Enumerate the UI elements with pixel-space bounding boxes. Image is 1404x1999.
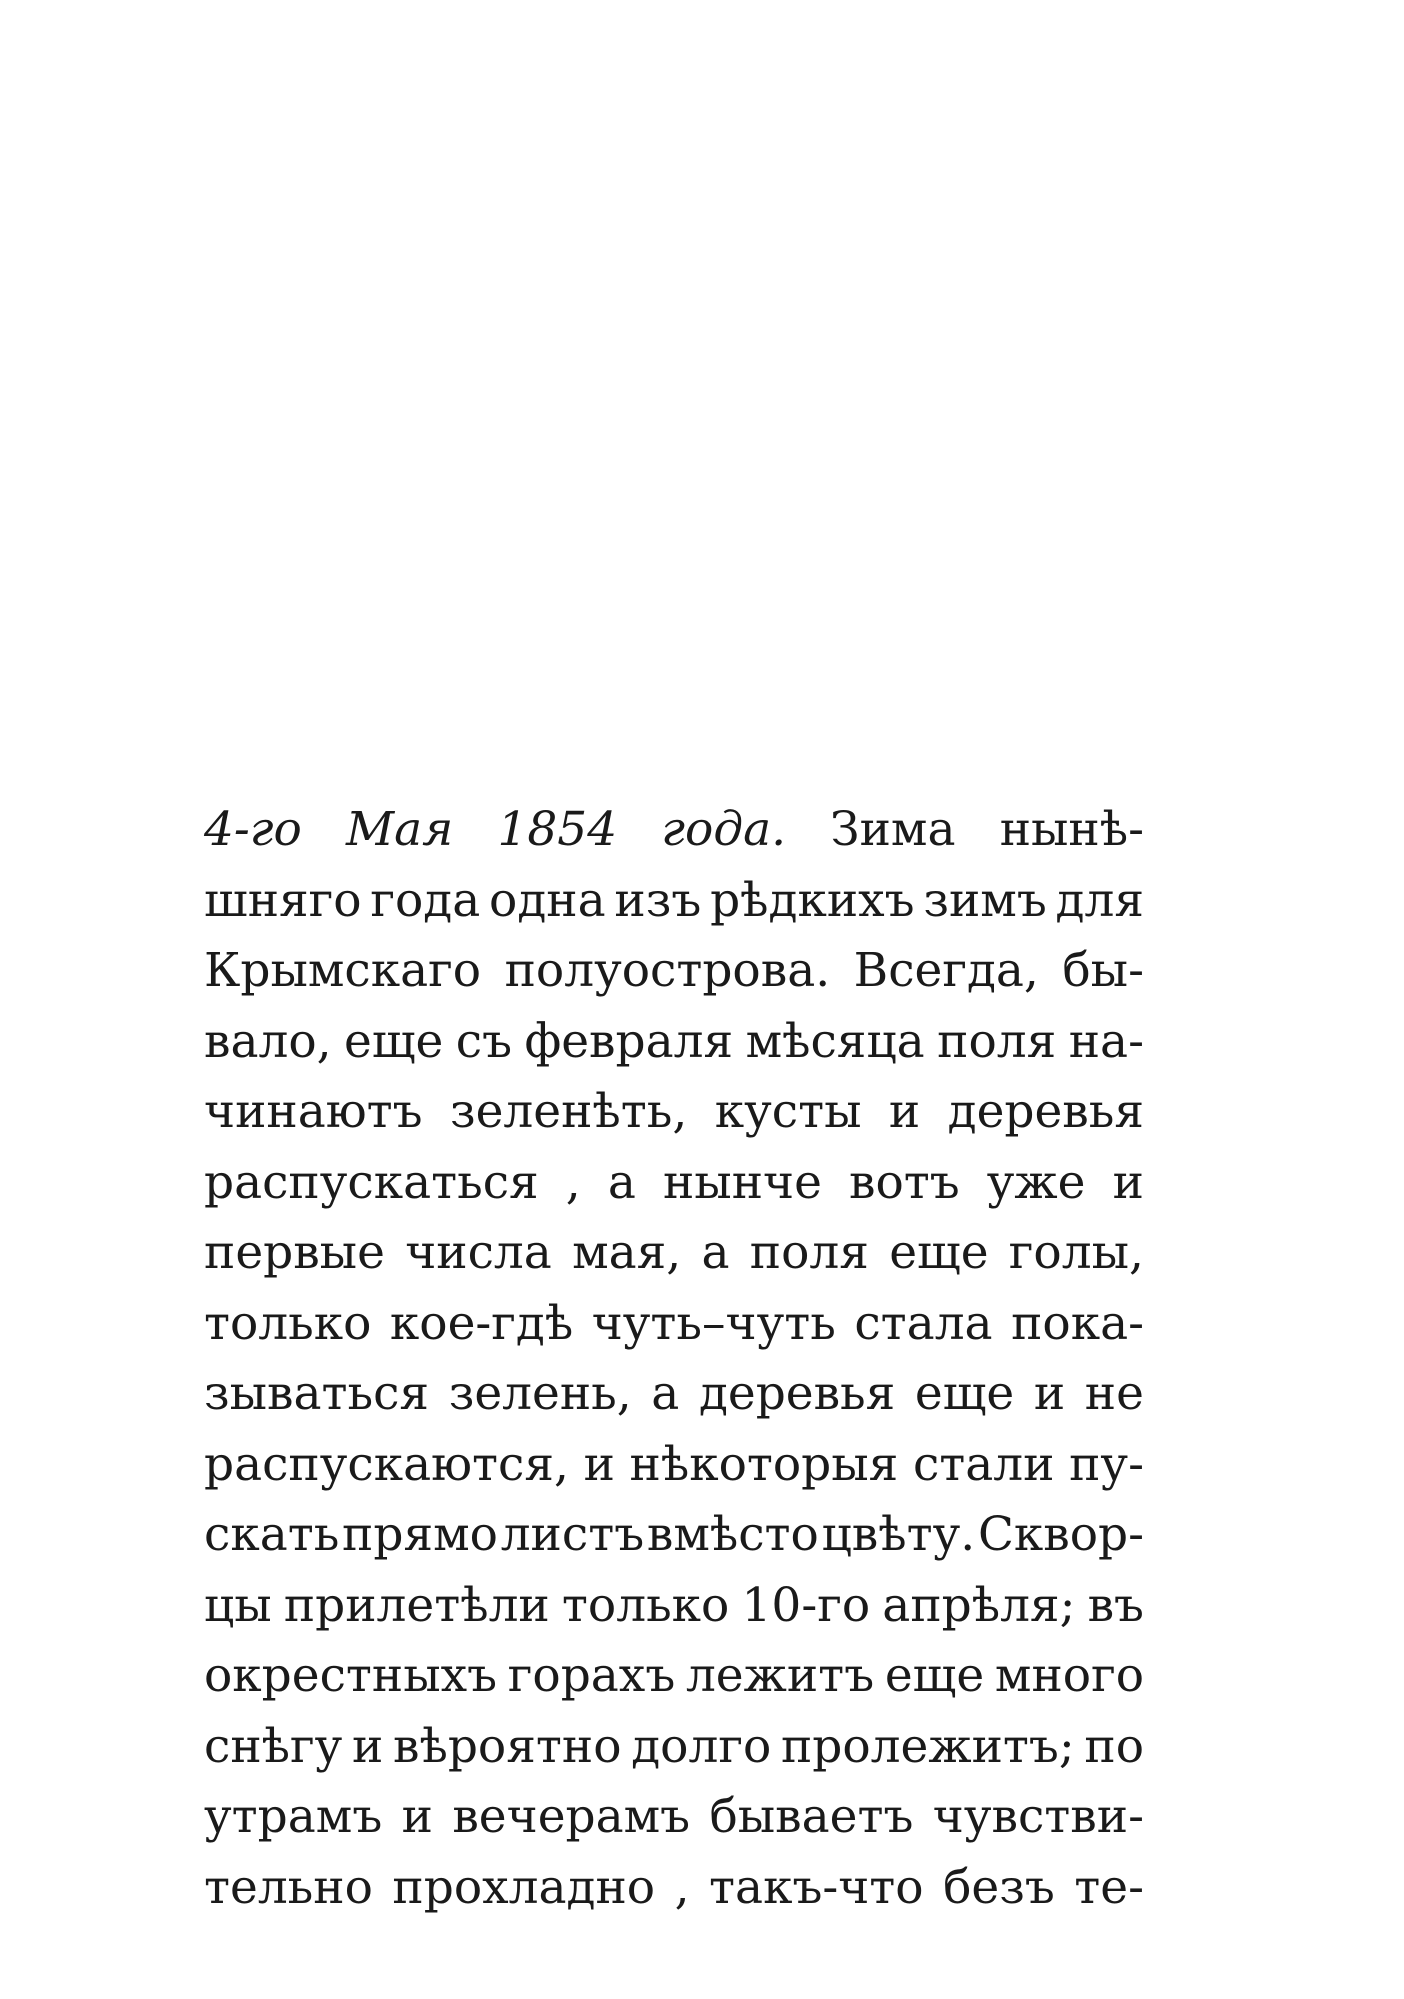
text-line-15 <box>204 1782 1144 1853</box>
date-word: года. <box>661 802 787 857</box>
word: зываться <box>204 1366 430 1421</box>
word: года <box>370 872 481 928</box>
word: такъ-что <box>709 1859 924 1915</box>
word: прямо <box>342 1507 498 1562</box>
word: горахъ <box>507 1648 676 1703</box>
word: мѣсяца <box>745 1013 925 1069</box>
word: Крымскаго <box>204 943 482 998</box>
word: деревья <box>698 1366 896 1421</box>
word: пока- <box>1011 1295 1144 1351</box>
word: еще <box>344 1013 444 1069</box>
word: еще <box>889 1225 989 1280</box>
text-line-14 <box>204 1712 1144 1783</box>
word: а <box>651 1366 680 1421</box>
word: цвѣту. <box>821 1507 976 1562</box>
text-line-3 <box>204 936 1144 1007</box>
word: 10-го <box>741 1577 871 1633</box>
word: поля <box>749 1225 869 1280</box>
word: полуострова. <box>504 943 831 998</box>
word: вечерамъ <box>452 1789 691 1844</box>
word: и <box>888 1084 921 1139</box>
word: только <box>204 1295 372 1351</box>
word: еще <box>914 1366 1015 1421</box>
text-line-4 <box>204 1007 1144 1078</box>
word: вотъ <box>849 1154 960 1210</box>
word: стала <box>854 1295 993 1351</box>
word: вало, <box>204 1013 332 1069</box>
word: рѣдкихъ <box>710 872 915 928</box>
word: числа <box>405 1225 552 1280</box>
word: утрамъ <box>204 1789 383 1844</box>
word: распускаются, <box>204 1436 569 1492</box>
word: лежитъ <box>685 1648 875 1703</box>
word: уже <box>986 1154 1086 1210</box>
word: вмѣсто <box>646 1507 819 1562</box>
text-line-5 <box>204 1077 1144 1148</box>
date-year: 1854 <box>497 802 618 857</box>
word: пролежитъ; <box>780 1718 1075 1774</box>
word: и <box>1033 1366 1066 1421</box>
text-line-11 <box>204 1500 1144 1571</box>
text-line-6 <box>204 1148 1144 1219</box>
word: бываетъ <box>709 1789 914 1844</box>
word: и <box>401 1789 433 1844</box>
word: зеленѣть, <box>449 1084 688 1139</box>
word: чуть–чуть <box>591 1295 836 1351</box>
word: апрѣля; <box>882 1577 1076 1633</box>
word: стали <box>912 1436 1055 1492</box>
word: нынче <box>662 1154 822 1210</box>
word: прилетѣли <box>283 1577 550 1633</box>
text-line-10 <box>204 1430 1144 1501</box>
word: Зима <box>830 802 956 857</box>
word: , <box>565 1154 581 1210</box>
word: шняго <box>204 872 362 928</box>
word: цы <box>204 1577 272 1633</box>
text-line-13 <box>204 1641 1144 1712</box>
word: окрестныхъ <box>204 1648 498 1703</box>
word: прохладно <box>392 1859 656 1915</box>
word: въ <box>1087 1577 1144 1633</box>
word: поля <box>937 1013 1057 1069</box>
word: чувстви- <box>932 1789 1144 1844</box>
word: деревья <box>947 1084 1144 1139</box>
word: нынѣ- <box>999 802 1144 857</box>
text-line-7 <box>204 1218 1144 1289</box>
word: на- <box>1068 1013 1144 1069</box>
word: вѣроятно <box>393 1718 622 1774</box>
word: пу- <box>1069 1436 1144 1492</box>
word: чинаютъ <box>204 1084 423 1139</box>
word: и <box>583 1436 615 1492</box>
word: нѣкоторыя <box>629 1436 899 1492</box>
word: съ <box>455 1013 513 1069</box>
word: безъ <box>943 1859 1055 1915</box>
body-text <box>204 795 1144 1923</box>
word: кое-гдѣ <box>389 1295 574 1351</box>
text-line-2 <box>204 866 1144 937</box>
word: только <box>561 1577 730 1633</box>
text-line-8 <box>204 1289 1144 1360</box>
word: первые <box>204 1225 385 1280</box>
word: скать <box>204 1507 340 1562</box>
word: листъ <box>500 1507 645 1562</box>
word: по <box>1084 1718 1144 1774</box>
word: те- <box>1074 1859 1144 1915</box>
word: и <box>1112 1154 1144 1210</box>
date-day: 4-го <box>204 802 302 857</box>
word: , <box>674 1859 690 1915</box>
text-line-1 <box>204 795 1144 866</box>
word: Всегда, <box>853 943 1039 998</box>
word: одна <box>489 872 606 928</box>
word: снѣгу <box>204 1718 343 1774</box>
word: а <box>701 1225 730 1280</box>
word: зелень, <box>448 1366 632 1421</box>
date-month: Мая <box>346 802 454 857</box>
word: а <box>607 1154 636 1210</box>
text-line-16 <box>204 1853 1144 1924</box>
word: мая, <box>572 1225 682 1280</box>
word: февраля <box>524 1013 734 1069</box>
word: для <box>1055 872 1144 928</box>
word: и <box>352 1718 384 1774</box>
word: много <box>994 1648 1144 1703</box>
word: не <box>1084 1366 1144 1421</box>
word: еще <box>884 1648 985 1703</box>
word: голы, <box>1008 1225 1144 1280</box>
word: зимъ <box>923 872 1047 928</box>
word: кусты <box>714 1084 862 1139</box>
word: Сквор- <box>977 1507 1144 1562</box>
word: тельно <box>204 1859 373 1915</box>
text-line-12 <box>204 1571 1144 1642</box>
word: долго <box>631 1718 772 1774</box>
word: распускаться <box>204 1154 539 1210</box>
text-line-9 <box>204 1359 1144 1430</box>
word: бы- <box>1062 943 1144 998</box>
word: изъ <box>614 872 702 928</box>
